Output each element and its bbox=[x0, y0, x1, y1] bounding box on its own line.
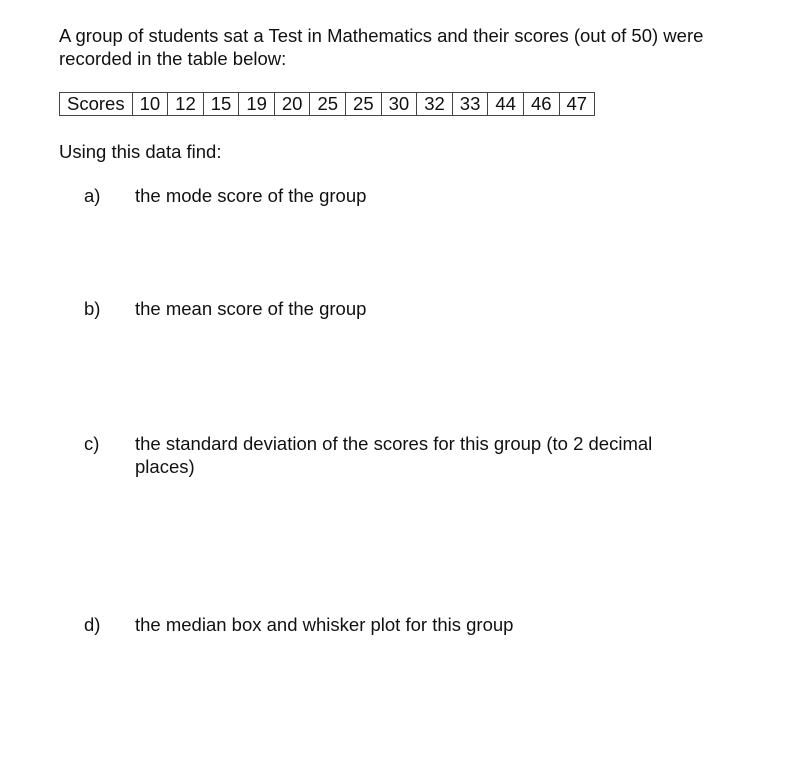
question-text: the standard deviation of the scores for this group (to 2 decimal places) bbox=[135, 433, 653, 477]
score-cell: 12 bbox=[168, 93, 204, 116]
question-letter: b) bbox=[84, 298, 101, 319]
score-cell: 19 bbox=[239, 93, 275, 116]
scores-table bbox=[59, 92, 595, 116]
score-cell: 15 bbox=[203, 93, 239, 116]
table-row bbox=[60, 93, 595, 116]
question-letter: d) bbox=[84, 614, 101, 635]
instruction-text: Using this data find: bbox=[59, 141, 222, 162]
score-cell: 25 bbox=[346, 93, 382, 116]
score-cell: 10 bbox=[132, 93, 168, 116]
question-text: the mode score of the group bbox=[135, 185, 367, 206]
question-letter: c) bbox=[84, 433, 100, 454]
score-cell: 33 bbox=[452, 93, 488, 116]
score-cell: 25 bbox=[310, 93, 346, 116]
score-cell: 20 bbox=[274, 93, 310, 116]
question-letter: a) bbox=[84, 185, 101, 206]
table-header-cell: Scores bbox=[60, 93, 133, 116]
question-text: the median box and whisker plot for this group bbox=[135, 614, 514, 635]
score-cell: 47 bbox=[559, 93, 595, 116]
score-cell: 30 bbox=[381, 93, 417, 116]
score-cell: 32 bbox=[417, 93, 453, 116]
intro-paragraph: A group of students sat a Test in Mathematics and their scores (out of 50) were recorded in the table below: bbox=[59, 25, 704, 69]
score-cell: 44 bbox=[488, 93, 524, 116]
score-cell: 46 bbox=[523, 93, 559, 116]
question-text: the mean score of the group bbox=[135, 298, 367, 319]
